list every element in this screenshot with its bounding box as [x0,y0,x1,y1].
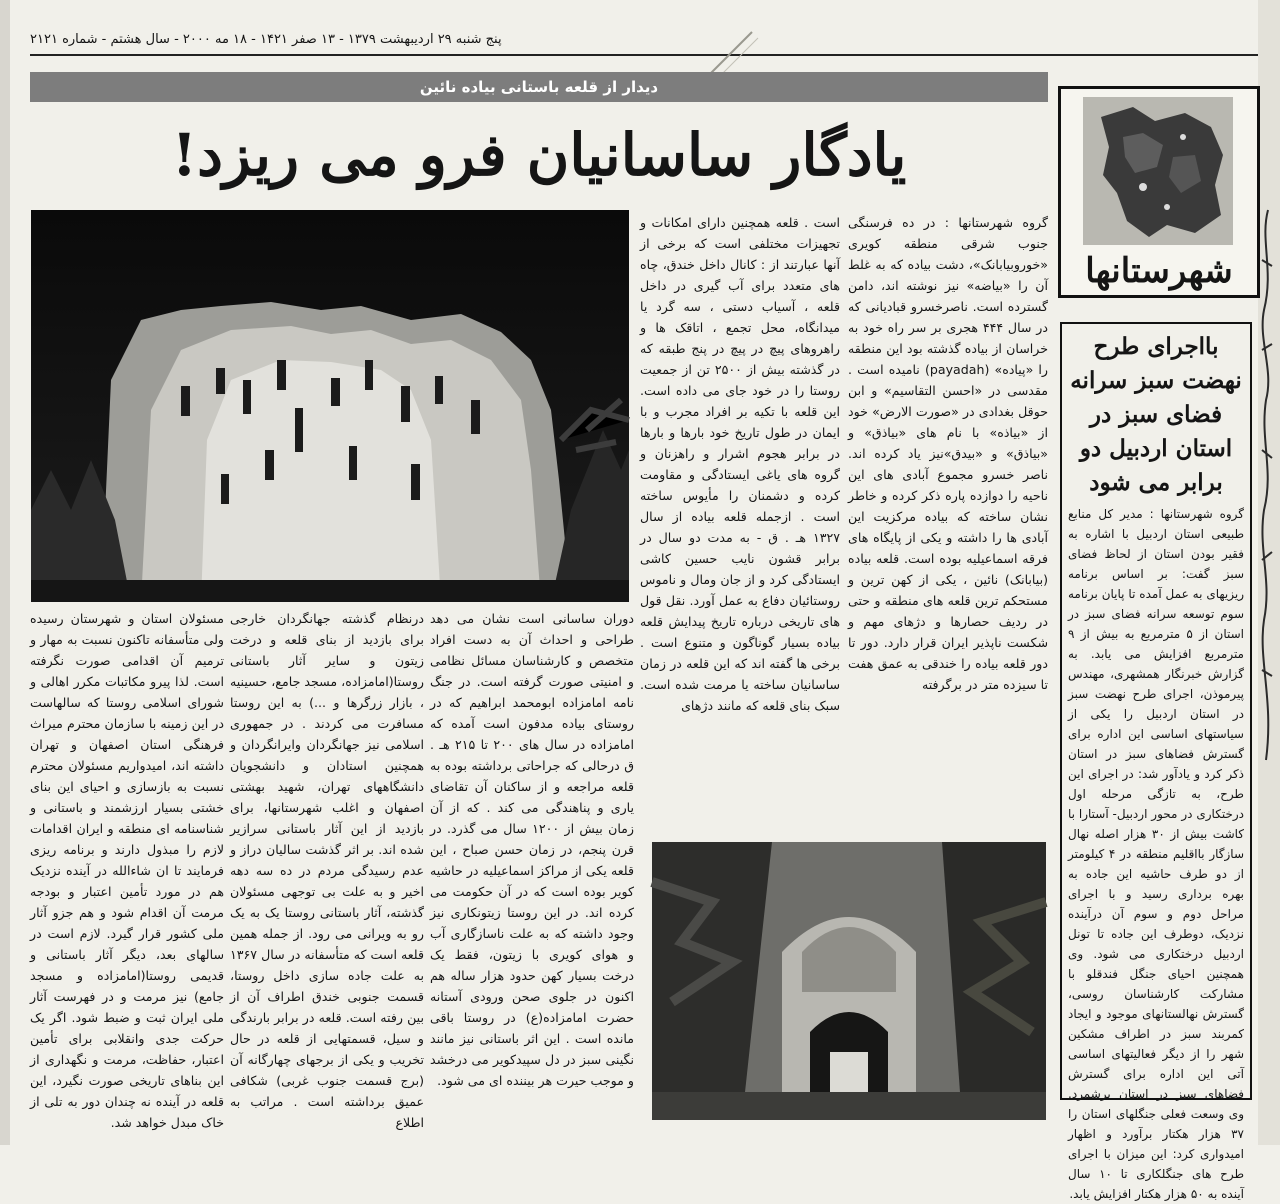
article-column-center [430,608,634,1118]
column-text: است . قلعه همچنین دارای امکانات و تجهیزات مختلفی است که برخی از آنها عبارتند از : کانال داخل خندق، چاه های متعدد برای آب گیری در داخل قلعه ، آسیاب دستی ، سه گرد یا میدانگاه، محل تجمع ، اتاقک ها و راهروهای پیچ در پیچ در پنج طبقه که در گذشته بیش از ۲۵۰۰ تن از جمعیت روستا را در خود جای می داده است. این قلعه با تکیه بر افراد مجرب و با ایمان در طول تاریخ خود بارها و بارها در برابر هجوم اشرار و راهزنان و گروه های یاغی ایستادگی و مقاومت کرده و دشمنان را مأیوس ساخته است . ازجمله قلعه بیاده از سال ۱۳۲۷ هـ . ق - به مدت دو سال در برابر قشون نایب حسین کاشی ایستادگی کرد و از جان ومال و ناموس روستائیان دفاع به عمل آورد. نقل قول های تاریخی درباره تاریخ پیدایش قلعه بیاده بسیار گوناگون و متنوع است . برخی ها گفته اند که این قلعه در زمان ساسانیان ساخته یا مرمت شده است. سبک بنای قلعه که مانند دژهای [640,215,840,713]
article-column-right-top [848,212,1048,774]
sidebar-article [1060,322,1252,1201]
sidebar-body-text: گروه شهرستانها : مدیر کل منابع طبیعی استان اردبیل با اشاره به فقیر بودن استان از لحاظ فضای سبز گفت: بر اساس برنامه ریزیهای به عمل آمده تا پایان برنامه سوم توسعه سرانه فضای سبز در استان از ۵ مترمربع به بیش از ۹ مترمربع افزایش می یابد. به گزارش خبرنگار همشهری، مهندس پیرموذن، اجرای طرح نهضت سبز در استان اردبیل را یکی از سیاستهای اساسی این اداره برای گسترش فضاهای سبز در استان ذکر کرد و یادآور شد: در اجرای این طرح، به تازگی مرحله اول درختکاری در محور اردبیل- آستارا با کاشت بیش از ۳۰ هزار اصله نهال سازگار بااقلیم منطقه در ۴ کیلومتر از دو طرف حاشیه این جاده به بهره برداری رسید و با اجرای مراحل دوم و سوم آن درآینده نزدیک، دوطرف این جاده تا تونل اردبیل درختکاری می شود. وی همچنین احیای جنگل فندقلو با مشارکت کارشناسان روسی، گسترش نهالستانهای موجود و ایجاد کمربند سبز در اطراف مشکین شهر را از دیگر فعالیتهای اساسی آتی این اداره برای گسترش فضاهای سبز در استان برشمرد. وی وسعت فعلی جنگلهای استان را ۳۷ هزار هکتار برآورد و اظهار امیدواری کرد: این میزان با اجرای طرح های جنگلکاری تا ۱۰ سال آینده به ۵۰ هزار هکتار افزایش یابد. [1068,507,1245,1201]
gateway-photo [652,842,1046,1120]
section-title: شهرستانها [1085,251,1233,291]
sidebar-body [1068,504,1245,1201]
newspaper-masthead [30,24,1258,56]
article-column-mid-left [230,608,424,1130]
section-header-box [1058,86,1260,298]
sidebar-headline: بااجرای طرح نهضت سبز سرانه فضای سبز در استان اردبیل دو برابر می شود [1070,333,1242,496]
article-column-right-mid [640,212,840,780]
column-text: درنظام گذشته جهانگردان خارجی برای بازدید از بنای قلعه و درخت زیتون و سایر آثار باستانی روستا(امامزاده، مسجد جامع، حسینیه ، بازار زرگرها و ...) به این روستا مسافرت می کردند . در جمهوری اسلامی نیز جهانگردان وایرانگردان و همچنین استادان و دانشجویان دانشگاههای تهران، شهید بهشتی اصفهان و اغلب شهرستانها، برای بازدید از این آثار باستانی سرازیر شده اند. بر اثر گذشت سالیان دراز و عدم رسیدگی مردم در ده سه دهه اخیر و به علت بی توجهی مسئولان گذشته، آثار باستانی روستا یک به یک رو به ویرانی می رود. از جمله همین قلعه است که متأسفانه در سال ۱۳۶۷ به علت جاده سازی داخل روستا، قسمت جنوبی خندق اطراف آن از بین رفته است. قلعه در برابر بارندگی و سیل، قسمتهایی از قلعه در حال تخریب و یکی از برجهای چهارگانه آن (برج قسمت جنوب غربی) شکافی عمیق برداشته است . مراتب به اطلاع [230,611,424,1130]
article-kicker: دیدار از قلعه باستانی بیاده نائین [30,72,1048,102]
article-column-left [30,608,224,1130]
column-text: مسئولان استان و شهرستان رسیده ولی متأسفانه تاکنون نسبت به مهار و ترمیم آن اقدامی صورت نگرفته است. لذا پیرو مکاتبات مکرر اهالی و شورای اسلامی روستا که سالهاست در این زمینه با سازمان محترم میراث فرهنگی استان اصفهان و تهران داشته اند، امیدواریم مسئولان محترم نسبت به بازسازی و احیای این بنای خشتی بسیار ارزشمند و باستانی و شناسنامه ای منطقه و ایران اقدامات لازم را مبذول دارند و برنامه ریزی فرمایند تا ان شاءالله در آینده نزدیک هم در مورد تأمین اعتبار و بودجه مرمت آن اقدام شود و هم جزو آثار ملی کشور قرار گیرد. لازم است در سالهای بعد، دیگر آثار باستانی و قدیمی روستا(امامزاده و مسجد جامع) نیز مرمت و در فهرست آثار ملی ایران ثبت و ضبط شود. اگر یک حرکت جدی وانقلابی برای تأمین اعتبار، حفاظت، مرمت و نگهداری از این بناهای تاریخی صورت نگیرد، این قلعه در آینده نه چندان دور به تلی از خاک مبدل خواهد شد. [30,611,224,1130]
column-text: دوران ساسانی است نشان می دهد طراحی و احداث آن به دست افراد متخصص و کارشناسان مسائل نظامی و امنیتی صورت گرفته است. در جنگ نامه امامزاده ابومحمد ابراهیم که در روستای بیاده مدفون است آمده که امامزاده در سال های ۲۰۰ تا ۲۱۵ هـ . ق درحالی که جراحاتی برداشته بوده به قلعه مراجعه و از ساکنان آن تقاضای یاری و پناهندگی می کند . که از آن زمان بیش از ۱۲۰۰ سال می گذرد. در قرن پنجم، در زمان حسن صباح ، این قلعه یکی از مراکز اسماعیلیه در حاشیه کویر بوده است که در آن حکومت می کرده اند. در این روستا زیتونکاری نیز وجود داشته که به علت ناسازگاری آب و هوای کویری با زیتون، فقط یک درخت بسیار کهن حدود هزار ساله هم اکنون در جلوی صحن ورودی آستانه حضرت امامزاده(ع) در روستا باقی مانده است . این اثر باستانی نیز مانند نگینی سبز در دل سپیدکویر می درخشد و موجب حیرت هر بیننده ای می شود. [430,611,635,1088]
handwritten-margin-note [1256,200,1278,780]
column-text: گروه شهرستانها : در ده فرسنگی جنوب شرقی منطقه کویری «خوروبیابانک»، دشت بیاده که به غلط آن را «بیاضه» نیز نوشته اند، دامن گسترده است. ناصرخسرو قبادیانی که در سال ۴۴۴ هجری بر سر راه خود به خراسان از بیاده گذشته بود این منطقه را «پیاده» (payadah) نامیده است . مقدسی در «احسن التقاسیم» و ابن حوقل بغدادی در «صورت الارض» خود از «بیاذه» با نام های «بیاذق» و «بیاذق» و «بیدق»نیز یاد کرده اند. ناصر خسرو مجموع آبادی های این ناحیه را دوازده پاره ذکر کرده و خاطر نشان ساخته که بیاده مرکزیت این آبادی ها را داشته و یکی از پایگاه های فرقه اسماعیلیه بوده است. قلعه بیاده (بیابانک) نائین ، یکی از کهن ترین و مستحکم ترین قلعه های منطقه و حتی در ردیف حصارها و دژهای مهم و شکست ناپذیر ایران قرار دارد. دور تا دور قلعه بیاده را خندقی به عمق هفت تا سیزده متر در برگرفته [848,215,1048,692]
article-headline: یادگار ساسانیان فرو می ریزد! [171,121,907,189]
fortress-photo [31,210,629,602]
masthead-date-line: پنج شنبه ۲۹ اردیبهشت ۱۳۷۹ - ۱۳ صفر ۱۴۲۱ - ۱۸ مه ۲۰۰۰ - سال هشتم - شماره ۲۱۲۱ [30,31,502,47]
iran-map-icon [1083,97,1233,245]
page-edge [0,0,10,1145]
